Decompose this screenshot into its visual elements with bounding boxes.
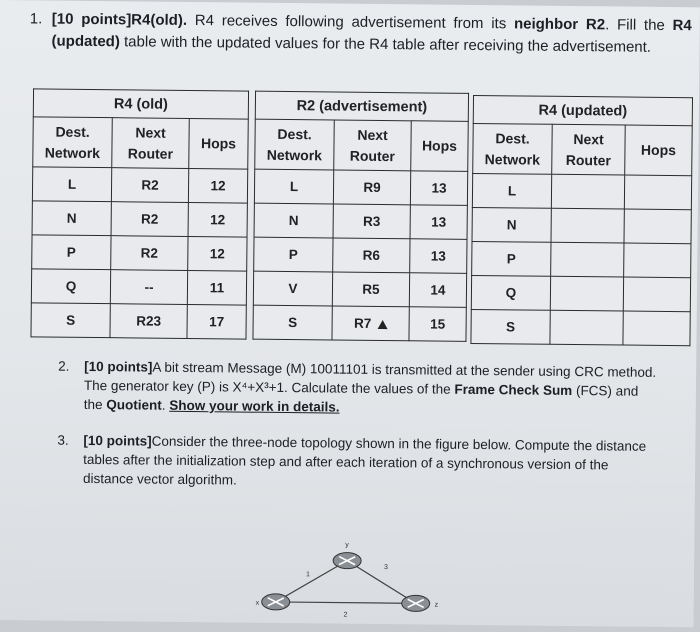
cell: 13 (410, 239, 467, 274)
table-row (254, 237, 467, 273)
cell: S (471, 309, 550, 344)
question-1-text (51, 9, 691, 60)
q1-neighbor: neighbor R2 (513, 15, 606, 34)
cell: S (253, 305, 332, 340)
table-row (472, 173, 691, 209)
q2-text-a: A bit stream Message (M) 10011101 is transmitted at the sender using CRC method. The generator key (P) is X⁴+X³+1. Calculate the values of the (83, 359, 657, 397)
cell: Q (471, 275, 550, 310)
cost-x-y: 1 (305, 571, 310, 579)
col-dest-network: Dest. Network (473, 123, 553, 174)
link-x-z (276, 602, 416, 603)
q1-text-c: table with the updated values for the R4 table after receiving the advertisement. (119, 33, 652, 56)
table-row (32, 167, 247, 203)
question-1 (29, 8, 691, 59)
cell: R2 (111, 236, 188, 271)
cell: P (32, 235, 111, 270)
question-3-text (83, 431, 658, 494)
node-label-x: x (255, 599, 260, 607)
cell: N (254, 203, 333, 238)
question-number: 2. (58, 358, 70, 374)
table-row (472, 241, 691, 277)
cell: 15 (409, 307, 466, 342)
q1-text-b: . Fill the (605, 16, 673, 35)
question-number: 3. (57, 432, 69, 448)
q1-text-a: R4 receives following advertisement from its (186, 11, 515, 33)
router-x-icon (262, 594, 290, 610)
cell: L (32, 167, 111, 202)
col-next-router: Next Router (112, 118, 190, 169)
cell: 12 (188, 168, 247, 203)
question-2-text (84, 357, 659, 420)
cell: 14 (409, 273, 466, 308)
r4-old-table (30, 88, 249, 339)
node-label-z: z (434, 601, 439, 609)
cell: R9 (333, 170, 410, 205)
question-number: 1. (29, 10, 43, 28)
q2-text-b: (FCS) and the (83, 383, 639, 413)
cell: P (472, 241, 551, 276)
empty-cell[interactable] (550, 310, 623, 345)
empty-cell[interactable] (623, 277, 690, 312)
empty-cell[interactable] (624, 209, 691, 244)
cell: -- (110, 270, 187, 305)
empty-cell[interactable] (550, 276, 623, 311)
table-title: R4 (updated) (473, 95, 692, 125)
col-dest-network: Dest. Network (255, 119, 335, 170)
q2-quotient: Quotient (106, 397, 162, 413)
empty-cell[interactable] (624, 243, 691, 278)
q2-fcs: Frame Check Sum (454, 381, 573, 399)
router-z-icon (402, 595, 430, 611)
cell: 12 (188, 202, 247, 237)
topology-diagram (243, 538, 464, 625)
table-row (471, 309, 690, 345)
cell: 13 (410, 205, 467, 240)
q2-text-c: . (161, 397, 170, 413)
q2-show-work: Show your work in details. (169, 397, 340, 415)
cell: 17 (187, 304, 246, 339)
cell (332, 306, 409, 341)
table-row (253, 271, 466, 307)
cell-text: R7 (353, 315, 372, 331)
table-row (472, 207, 691, 243)
r2-advertisement-table (252, 91, 469, 342)
table-row (254, 203, 467, 239)
table-title: R2 (advertisement) (255, 91, 468, 121)
col-next-router: Next Router (334, 120, 412, 171)
empty-cell[interactable] (624, 175, 691, 210)
table-title: R4 (old) (33, 89, 248, 119)
network-topology-figure (243, 538, 464, 625)
q1-r4: R4 (672, 17, 692, 35)
cell: 12 (188, 236, 247, 271)
r4-updated-table (470, 95, 693, 346)
points-label: [10 points] (84, 358, 153, 375)
cell: 13 (410, 171, 467, 206)
col-hops: Hops (189, 118, 249, 169)
table-row (32, 201, 247, 237)
table-row (31, 269, 246, 305)
table-row (31, 303, 246, 339)
question-3 (57, 431, 658, 494)
empty-cell[interactable] (623, 311, 690, 346)
cell: L (254, 169, 333, 204)
cell: S (31, 303, 110, 338)
cell: V (253, 271, 332, 306)
q1-updated: (updated) (51, 32, 120, 51)
empty-cell[interactable] (551, 174, 624, 209)
cell: R3 (333, 204, 410, 239)
cell: P (254, 237, 333, 272)
table-row (471, 275, 690, 311)
cell: R6 (333, 238, 410, 273)
router-y-icon (333, 553, 361, 569)
table-row (253, 305, 466, 341)
col-hops: Hops (411, 121, 469, 172)
node-label-y: y (345, 541, 349, 549)
cell: N (472, 207, 551, 242)
cell: N (32, 201, 111, 236)
col-next-router: Next Router (552, 124, 626, 175)
cell: L (472, 173, 551, 208)
link-y-z (347, 561, 416, 604)
points-label: [10 points] (83, 432, 152, 449)
empty-cell[interactable] (551, 208, 624, 243)
question-2 (58, 357, 659, 420)
empty-cell[interactable] (551, 242, 624, 277)
col-hops: Hops (625, 125, 693, 176)
q3-text: Consider the three-node topology shown in the figure below. Compute the distance tables after the initialization step and after each iteration of a synchronous version of the distance vector algorithm. (82, 433, 647, 488)
cell: R2 (111, 168, 188, 203)
cell: R2 (111, 202, 188, 237)
cell: 11 (187, 270, 246, 305)
mouse-cursor-icon (377, 320, 387, 329)
cost-y-z: 3 (384, 564, 389, 572)
cell: Q (31, 269, 110, 304)
table-row (32, 235, 247, 271)
cell: R5 (332, 272, 409, 307)
table-row (254, 169, 467, 205)
points-label: [10 points]R4(old). (51, 10, 188, 29)
cost-x-z: 2 (343, 611, 348, 619)
cell: R23 (110, 304, 187, 339)
col-dest-network: Dest. Network (33, 117, 113, 168)
